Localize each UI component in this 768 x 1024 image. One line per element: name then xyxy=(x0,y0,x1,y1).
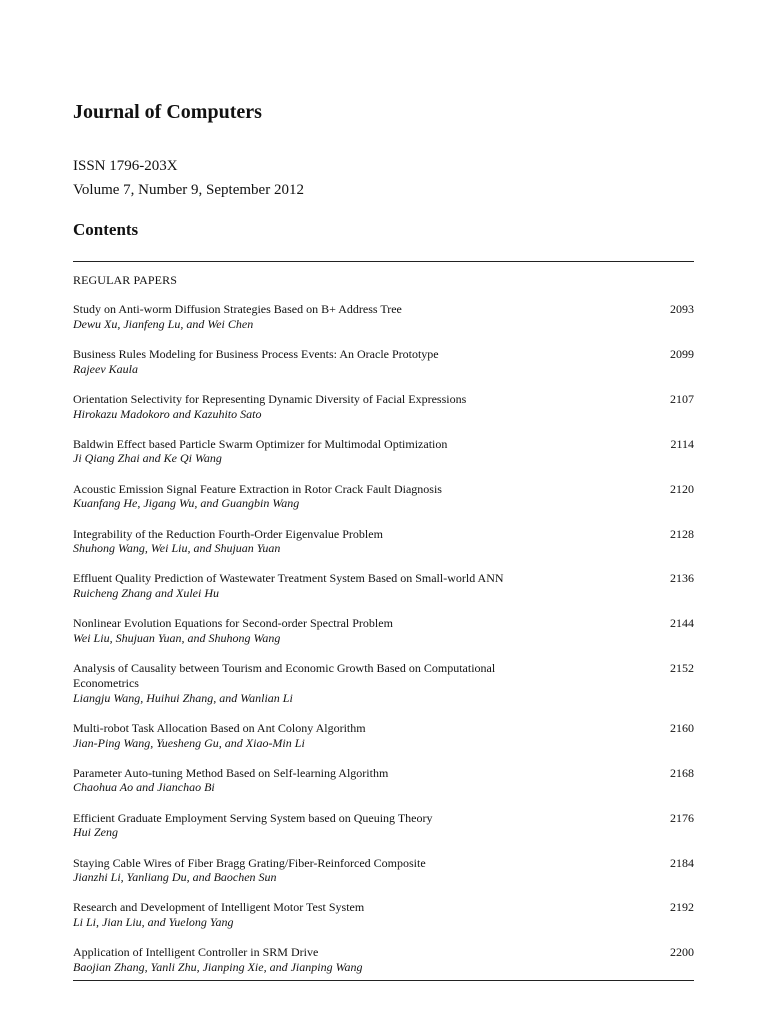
toc-entry-authors: Dewu Xu, Jianfeng Lu, and Wei Chen xyxy=(73,316,254,331)
toc-entry-authors: Ruicheng Zhang and Xulei Hu xyxy=(73,586,219,601)
toc-entry-title: Application of Intelligent Controller in SRM Drive xyxy=(73,945,319,960)
table-of-contents xyxy=(73,302,694,990)
toc-entry-page: 2200 xyxy=(670,945,694,960)
toc-entry-title: Nonlinear Evolution Equations for Second-order Spectral Problem xyxy=(73,616,393,631)
toc-entry[interactable] xyxy=(73,347,694,376)
toc-entry-title: Staying Cable Wires of Fiber Bragg Grating/Fiber-Reinforced Composite xyxy=(73,855,426,870)
toc-entry[interactable] xyxy=(73,571,694,600)
toc-entry[interactable] xyxy=(73,721,694,750)
toc-entry-authors: Li Li, Jian Liu, and Yuelong Yang xyxy=(73,915,234,930)
toc-entry-page: 2168 xyxy=(670,765,694,780)
toc-entry-authors: Ji Qiang Zhai and Ke Qi Wang xyxy=(73,451,222,466)
toc-entry[interactable] xyxy=(73,302,694,331)
toc-entry-title: Efficient Graduate Employment Serving System based on Queuing Theory xyxy=(73,810,433,825)
toc-entry-page: 2192 xyxy=(670,900,694,915)
toc-entry[interactable] xyxy=(73,437,694,466)
toc-entry-page: 2120 xyxy=(670,481,694,496)
toc-entry[interactable] xyxy=(73,766,694,795)
toc-entry-page: 2099 xyxy=(670,346,694,361)
toc-entry-page: 2136 xyxy=(670,571,694,586)
toc-entry-authors: Jian-Ping Wang, Yuesheng Gu, and Xiao-Min Li xyxy=(73,735,305,750)
toc-entry-title: Baldwin Effect based Particle Swarm Optimizer for Multimodal Optimization xyxy=(73,436,448,451)
toc-entry-title: Integrability of the Reduction Fourth-Order Eigenvalue Problem xyxy=(73,526,383,541)
bottom-divider xyxy=(73,980,694,981)
toc-entry[interactable] xyxy=(73,900,694,929)
toc-entry-authors: Baojian Zhang, Yanli Zhu, Jianping Xie, and Jianping Wang xyxy=(73,960,363,975)
toc-entry-authors: Jianzhi Li, Yanliang Du, and Baochen Sun xyxy=(73,870,277,885)
section-label: REGULAR PAPERS xyxy=(73,273,177,287)
toc-entry-title: Orientation Selectivity for Representing Dynamic Diversity of Facial Expressions xyxy=(73,391,467,406)
toc-entry-authors: Hui Zeng xyxy=(73,825,118,840)
contents-heading: Contents xyxy=(73,220,139,239)
toc-entry-title: Business Rules Modeling for Business Process Events: An Oracle Prototype xyxy=(73,346,439,361)
toc-entry-title: Parameter Auto-tuning Method Based on Self-learning Algorithm xyxy=(73,765,389,780)
volume-line: Volume 7, Number 9, September 2012 xyxy=(73,182,304,198)
toc-entry[interactable] xyxy=(73,856,694,885)
toc-entry-title: Acoustic Emission Signal Feature Extraction in Rotor Crack Fault Diagnosis xyxy=(73,481,442,496)
toc-entry-title: Multi-robot Task Allocation Based on Ant Colony Algorithm xyxy=(73,720,366,735)
toc-entry-authors: Hirokazu Madokoro and Kazuhito Sato xyxy=(73,406,262,421)
toc-entry-page: 2152 xyxy=(670,661,694,676)
toc-entry-authors: Kuanfang He, Jigang Wu, and Guangbin Wang xyxy=(73,496,300,511)
toc-entry[interactable] xyxy=(73,527,694,556)
top-divider xyxy=(73,261,694,262)
document-page xyxy=(73,0,694,1024)
toc-entry-page: 2160 xyxy=(670,720,694,735)
toc-entry[interactable] xyxy=(73,945,694,974)
toc-entry-authors: Shuhong Wang, Wei Liu, and Shujuan Yuan xyxy=(73,541,281,556)
toc-entry-page: 2144 xyxy=(670,616,694,631)
toc-entry-authors: Rajeev Kaula xyxy=(73,361,138,376)
toc-entry-authors: Wei Liu, Shujuan Yuan, and Shuhong Wang xyxy=(73,631,281,646)
journal-title: Journal of Computers xyxy=(73,101,262,123)
toc-entry-page: 2107 xyxy=(670,391,694,406)
toc-entry-page: 2114 xyxy=(670,436,694,451)
toc-entry-page: 2093 xyxy=(670,302,694,316)
toc-entry[interactable] xyxy=(73,482,694,511)
toc-entry[interactable] xyxy=(73,392,694,421)
toc-entry-page: 2184 xyxy=(670,855,694,870)
toc-entry[interactable] xyxy=(73,661,694,705)
toc-entry-title: Study on Anti-worm Diffusion Strategies Based on B+ Address Tree xyxy=(73,302,402,316)
toc-entry-page: 2176 xyxy=(670,810,694,825)
toc-entry-title: Analysis of Causality between Tourism and Economic Growth Based on Computational Econometrics xyxy=(73,661,496,690)
toc-entry-title: Research and Development of Intelligent Motor Test System xyxy=(73,900,365,915)
toc-entry-authors: Liangju Wang, Huihui Zhang, and Wanlian Li xyxy=(73,690,293,705)
toc-entry[interactable] xyxy=(73,811,694,840)
toc-entry-authors: Chaohua Ao and Jianchao Bi xyxy=(73,780,215,795)
issn: ISSN 1796-203X xyxy=(73,158,178,174)
toc-entry-page: 2128 xyxy=(670,526,694,541)
toc-entry-title: Effluent Quality Prediction of Wastewater Treatment System Based on Small-world ANN xyxy=(73,571,504,586)
toc-entry[interactable] xyxy=(73,616,694,645)
